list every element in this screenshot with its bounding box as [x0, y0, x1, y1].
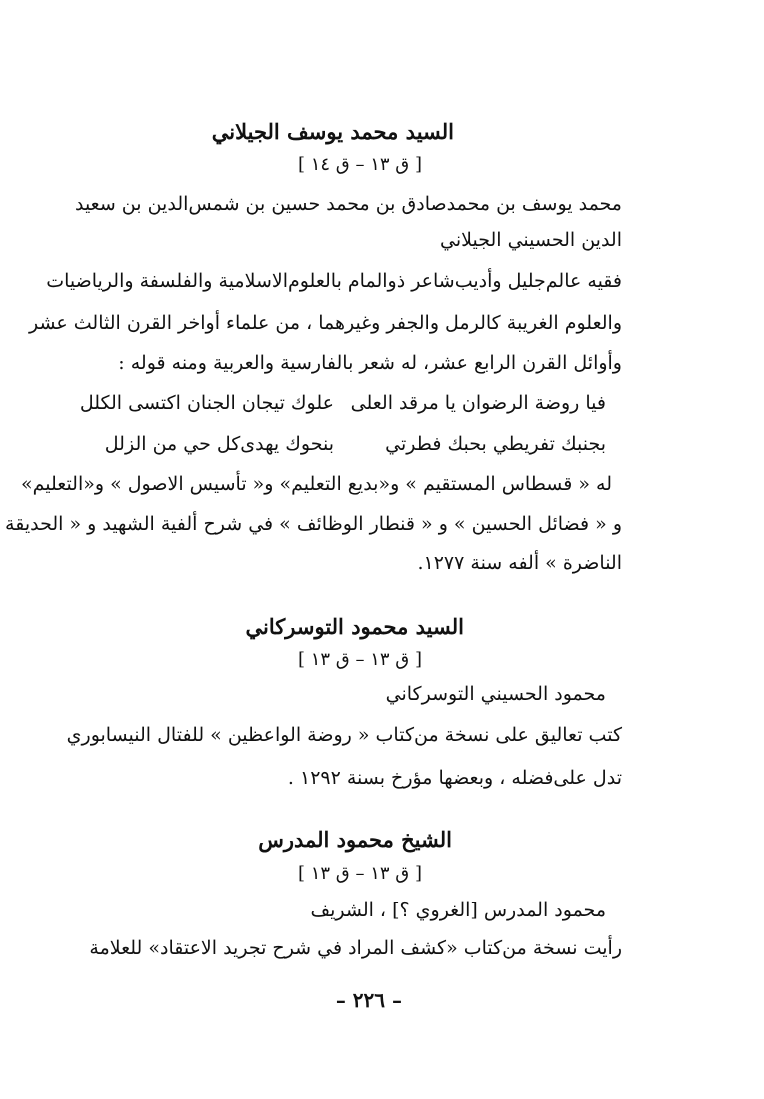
entry-line: الدين الحسيني الجيلاني [440, 229, 622, 251]
entry-line: فقيه عالم‌جليل وأديب‌شاعر ذوالمام بالعلوم‌الاسلامية والفلسفة والرياضيات [46, 270, 622, 292]
entry-line: وأوائل القرن الرابع عشر، له شعر بالفارسية والعربية ومنه قوله : [118, 352, 622, 374]
entry-line: محمود الحسيني التوسركاني [385, 683, 606, 705]
entry-heading: السيد محمد يوسف الجيلاني [211, 119, 454, 144]
entry-century: [ ق ١٣ – ق ١٣ ] [297, 649, 422, 670]
verse-first-hemistich: فيا روضة الرضوان يا مرقد العلى [350, 392, 606, 414]
entry-line: الناضرة » ألفه سنة ١٢٧٧. [417, 552, 622, 574]
entry-line: له « قسطاس المستقيم » و«بديع التعليم» و« تأسيس الاصول » و«التعليم» [20, 473, 612, 495]
entry-line: و « فضائل الحسين » و « قنطار الوظائف » في شرح ألفية الشهيد و « الحديقة [5, 513, 622, 535]
entry-line: محمود المدرس [الغروي ؟] ، الشريف [310, 899, 606, 921]
entry-heading: السيد محمود التوسركاني [245, 614, 464, 639]
verse-second-hemistich: علوك تيجان الجنان اكتسى الكلل [79, 392, 334, 414]
entry-line: رأيت نسخة من‌كتاب «كشف المراد في شرح تجريد الاعتقاد» للعلامة [89, 937, 622, 959]
entry-line: كتب تعاليق على نسخة من‌كتاب « روضة الواعظين » للفتال النيسابوري [66, 724, 622, 746]
entry-century: [ ق ١٣ – ق ١٤ ] [297, 154, 422, 175]
verse-second-hemistich: بنحوك يهدى‌كل حي من الزلل [104, 433, 334, 455]
entry-century: [ ق ١٣ – ق ١٣ ] [297, 863, 422, 884]
entry-line: محمد يوسف بن محمدصادق بن محمد حسين بن شمس‌الدين بن سعيد [74, 193, 622, 215]
entry-line: تدل على‌فضله ، وبعضها مؤرخ بسنة ١٢٩٢ . [287, 767, 622, 789]
entry-line: والعلوم الغريبة كالرمل والجفر وغيرهما ، من علماء أواخر القرن الثالث عشر [28, 312, 622, 334]
verse-first-hemistich: بجنبك تفريطي بحبك فطرتي [385, 433, 606, 455]
page-number: – ٢٢٦ – [335, 988, 402, 1012]
entry-heading: الشيخ محمود المدرس [258, 827, 452, 852]
